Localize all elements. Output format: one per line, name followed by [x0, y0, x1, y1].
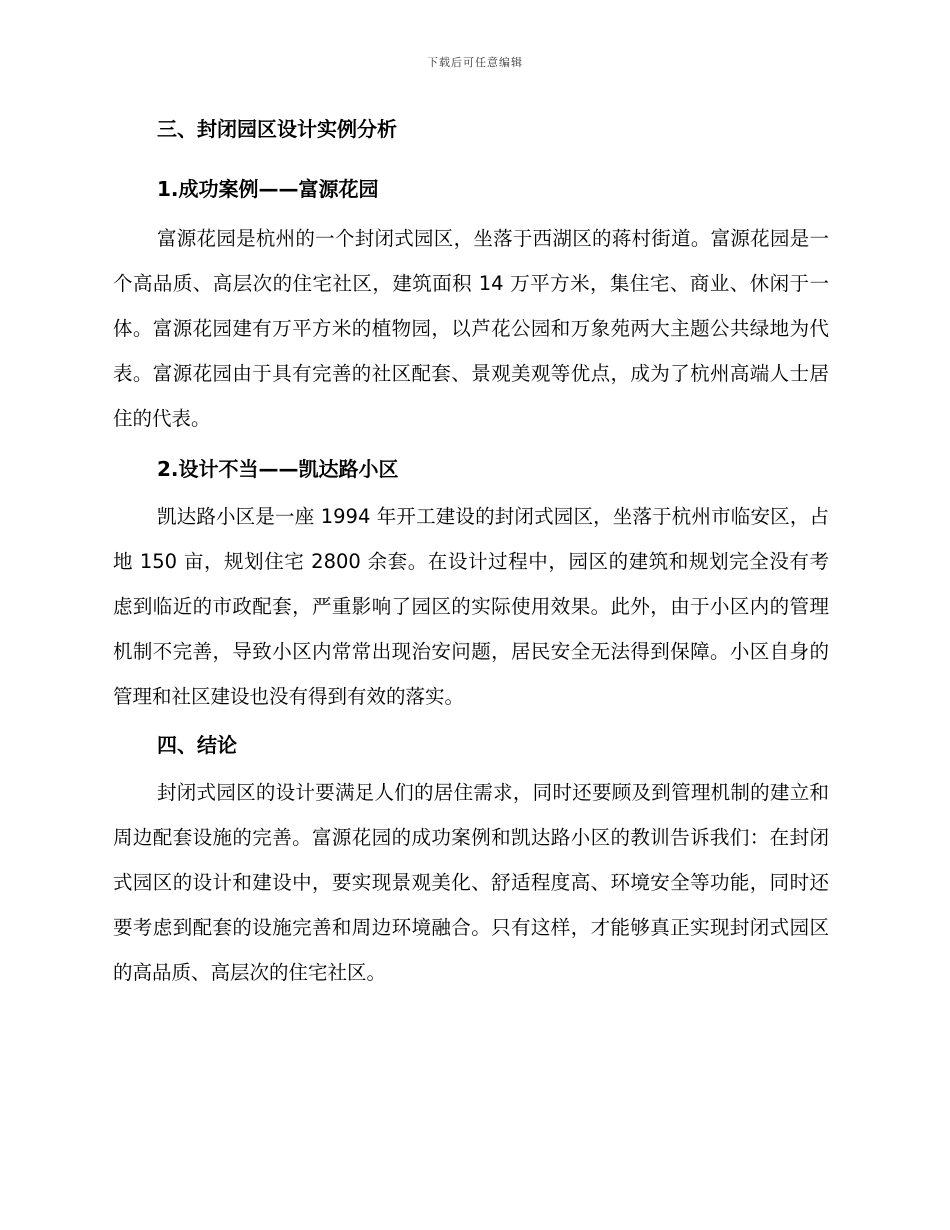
- case-1-paragraph: 富源花园是杭州的一个封闭式园区，坐落于西湖区的蒋村街道。富源花园是一个高品质、高层次的住宅社区，建筑面积 14 万平方米，集住宅、商业、休闲于一体。富源花园建有万平方米的植物园，以芦花公园和万象苑两大主题公共绿地为代表。富源花园由于具有完善的社区配套、景观美观等优点，成为了杭州高端人士居住的代表。: [113, 227, 829, 430]
- case-2-heading: 2.设计不当——凯达路小区: [157, 457, 399, 481]
- section-3-heading: 三、封闭园区设计实例分析: [157, 117, 397, 141]
- section-4-heading: 四、结论: [157, 733, 237, 757]
- conclusion-paragraph: 封闭式园区的设计要满足人们的居住需求，同时还要顾及到管理机制的建立和周边配套设施的完善。富源花园的成功案例和凯达路小区的教训告诉我们：在封闭式园区的设计和建设中，要实现景观美化、舒适程度高、环境安全等功能，同时还要考虑到配套的设施完善和周边环境融合。只有这样，才能够真正实现封闭式园区的高品质、高层次的住宅社区。: [113, 781, 829, 984]
- document-body: [113, 114, 829, 995]
- header-note: 下载后可任意编辑: [427, 56, 523, 69]
- case-1-heading: 1.成功案例——富源花园: [157, 177, 379, 201]
- case-2-paragraph: 凯达路小区是一座 1994 年开工建设的封闭式园区，坐落于杭州市临安区，占地 150 亩，规划住宅 2800 余套。在设计过程中，园区的建筑和规划完全没有考虑到临近的市政配套，严重影响了园区的实际使用效果。此外，由于小区内的管理机制不完善，导致小区内常常出现治安问题，居民安全无法得到保障。小区自身的管理和社区建设也没有得到有效的落实。: [113, 505, 829, 708]
